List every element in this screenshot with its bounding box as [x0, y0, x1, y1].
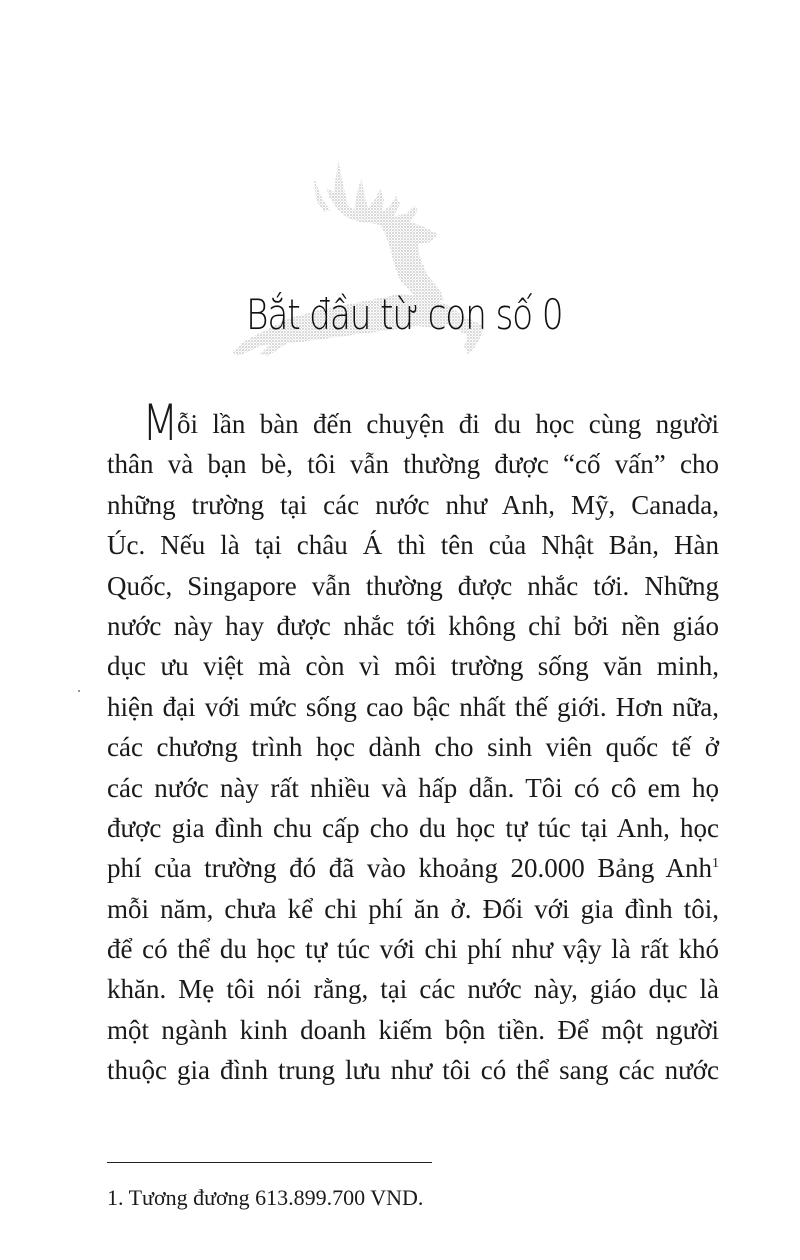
text-line-first	[107, 394, 719, 452]
text-line: một ngành kinh doanh kiếm bộn tiền. Để một người	[107, 1014, 719, 1045]
text-line: Quốc, Singapore vẫn thường được nhắc tới. Những	[107, 570, 719, 601]
text-line: thuộc gia đình trung lưu như tôi có thể sang các nước	[107, 1055, 719, 1086]
footnote-divider	[107, 1162, 432, 1163]
text-line-with-footnote	[107, 848, 719, 888]
text-line: các nước này rất nhiều và hấp dẫn. Tôi có cô em họ	[107, 772, 719, 803]
first-line-text: ỗi lần bàn đến chuyện đi du học cùng người	[177, 409, 719, 439]
scan-speck	[78, 690, 80, 692]
footnote-reference[interactable]: 1	[712, 856, 719, 872]
text-line: dục ưu việt mà còn vì môi trường sống văn minh,	[107, 651, 719, 682]
text-line: những trường tại các nước như Anh, Mỹ, Canada,	[107, 489, 719, 520]
text-line: Úc. Nếu là tại châu Á thì tên của Nhật Bản, Hàn	[107, 530, 719, 561]
text-line: hiện đại với mức sống cao bậc nhất thế giới. Hơn nữa,	[107, 691, 719, 722]
footnote: 1. Tương đương 613.899.700 VND.	[107, 1185, 424, 1210]
body-paragraph	[107, 394, 719, 1091]
text-line: được gia đình chu cấp cho du học tự túc tại Anh, học	[107, 812, 719, 843]
text-line: khăn. Mẹ tôi nói rằng, tại các nước này, giáo dục là	[107, 974, 719, 1005]
text-line-content: phí của trường đó đã vào khoảng 20.000 Bảng Anh	[107, 853, 712, 884]
chapter-title: Bắt đầu từ con số 0	[246, 290, 563, 340]
text-line: mỗi năm, chưa kể chi phí ăn ở. Đối với gia đình tôi,	[107, 893, 719, 924]
text-line: các chương trình học dành cho sinh viên quốc tế ở	[107, 732, 719, 763]
text-line: thân và bạn bè, tôi vẫn thường được “cố vấn” cho	[107, 449, 719, 480]
text-line: để có thể du học tự túc với chi phí như vậy là rất khó	[107, 934, 719, 965]
drop-cap: M	[142, 394, 179, 452]
text-line: nước này hay được nhắc tới không chỉ bởi nền giáo	[107, 610, 719, 641]
